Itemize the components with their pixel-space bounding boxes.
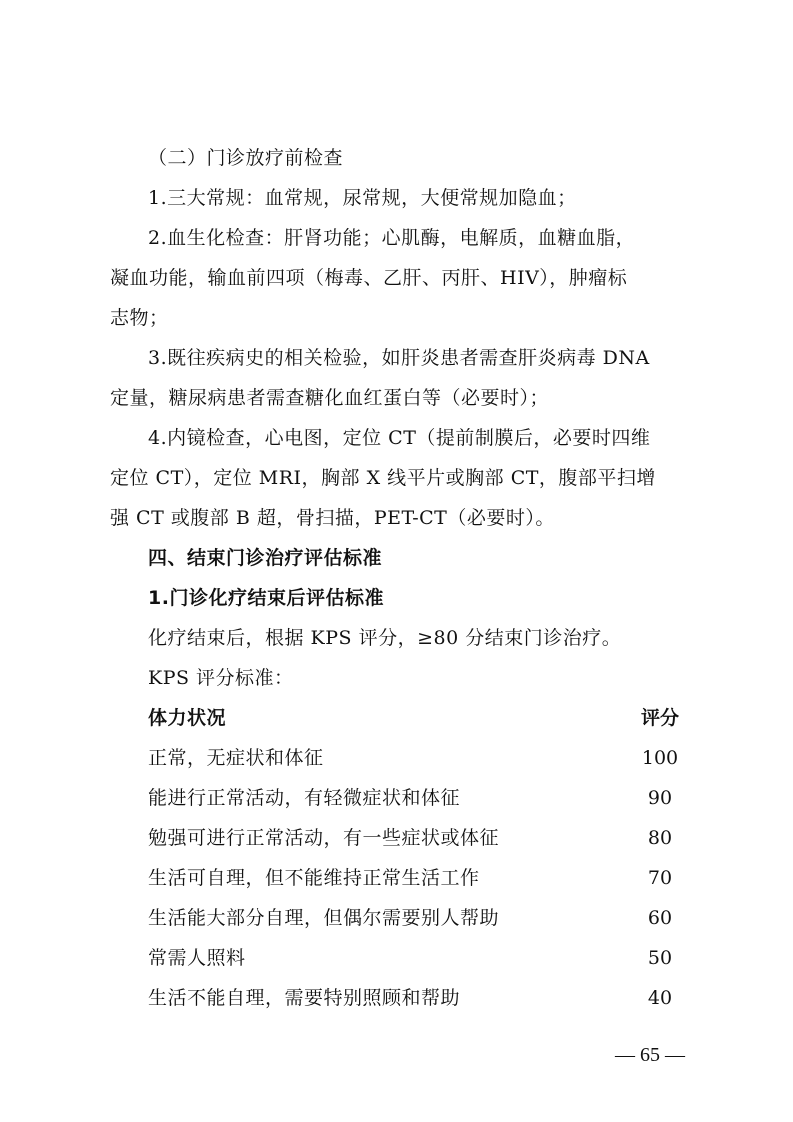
table-row-score: 60: [647, 907, 673, 929]
table-row-condition: 常需人照料: [148, 947, 246, 969]
table-row-score: 90: [647, 787, 673, 809]
section-heading-outpatient-radiotherapy: （二）门诊放疗前检查: [148, 147, 344, 169]
section-heading-end-criteria: 四、结束门诊治疗评估标准: [148, 547, 383, 569]
table-row-condition: 正常，无症状和体征: [148, 747, 324, 769]
table-header-condition: 体力状况: [148, 707, 227, 729]
table-row-condition: 能进行正常活动，有轻微症状和体征: [148, 787, 461, 809]
paragraph-item-1: 1.三大常规：血常规，尿常规，大便常规加隐血；: [148, 187, 577, 209]
paragraph-item-2-line-1: 2.血生化检查：肝肾功能；心肌酶，电解质，血糖血脂，: [148, 227, 636, 249]
paragraph-item-4-line-1: 4.内镜检查，心电图，定位 CT（提前制膜后，必要时四维: [148, 427, 651, 449]
subsection-heading-chemo-criteria: 1.门诊化疗结束后评估标准: [148, 587, 384, 609]
table-row-score: 100: [641, 747, 679, 769]
page-number: — 65 —: [615, 1044, 685, 1066]
paragraph-item-3-line-1: 3.既往疾病史的相关检验，如肝炎患者需查肝炎病毒 DNA: [148, 347, 650, 369]
table-row-condition: 生活不能自理，需要特别照顾和帮助: [148, 987, 461, 1009]
paragraph-item-2-line-2: 凝血功能，输血前四项（梅毒、乙肝、丙肝、HIV），肿瘤标: [110, 267, 628, 289]
paragraph-kps-label: KPS 评分标准：: [148, 667, 294, 689]
paragraph-item-4-line-2: 定位 CT），定位 MRI，胸部 X 线平片或胸部 CT，腹部平扫增: [110, 467, 656, 489]
table-row-score: 50: [647, 947, 673, 969]
paragraph-item-4-line-3: 强 CT 或腹部 B 超，骨扫描，PET-CT（必要时）。: [110, 507, 555, 529]
paragraph-item-3-line-2: 定量，糖尿病患者需查糖化血红蛋白等（必要时）；: [110, 387, 550, 409]
table-row-score: 70: [647, 867, 673, 889]
table-row-condition: 生活可自理，但不能维持正常生活工作: [148, 867, 480, 889]
table-row-score: 40: [647, 987, 673, 1009]
paragraph-kps-threshold: 化疗结束后，根据 KPS 评分，≥80 分结束门诊治疗。: [148, 627, 622, 649]
table-header-score: 评分: [640, 707, 679, 729]
paragraph-item-2-line-3: 志物；: [110, 307, 169, 329]
table-row-condition: 勉强可进行正常活动，有一些症状或体征: [148, 827, 500, 849]
table-row-score: 80: [647, 827, 673, 849]
table-row-condition: 生活能大部分自理，但偶尔需要别人帮助: [148, 907, 500, 929]
